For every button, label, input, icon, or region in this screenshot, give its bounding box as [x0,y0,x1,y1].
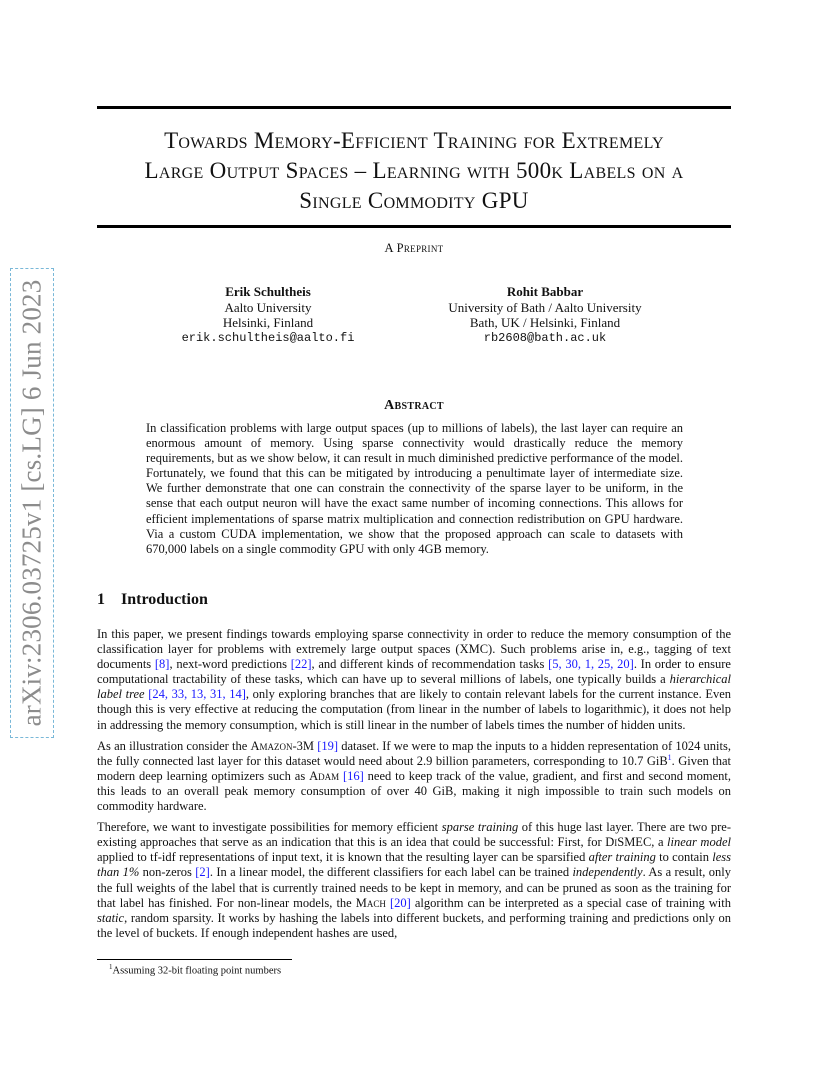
author-block-1 [168,284,368,346]
citation-link[interactable]: [19] [317,738,339,753]
author-block-2 [430,284,660,346]
author-email[interactable]: erik.schultheis@aalto.fi [181,330,355,345]
method-name: Mach [355,895,386,910]
citation-link[interactable]: [20] [389,895,411,910]
author-affiliation: Aalto University [224,299,312,315]
citation-link[interactable]: [5, 30, 1, 25, 20] [548,657,634,672]
footnote-ref[interactable]: 1 [667,752,672,762]
title-line-2: Large Output Spaces – Learning with 500k Labels on a [144,158,684,183]
emphasis: less than 1% [97,850,731,880]
method-name: DiSMEC [605,835,652,850]
paragraph-3: Therefore, we want to investigate possibilities for memory efficient sparse training of this huge last layer. There are two pre-existing approaches that serve as an indication that this is an idea that could be successful: First, for DiSMEC, a linear model applied to tf-idf representations of input text, it is known that the resulting layer can be sparsified after training to contain less than 1% non-zeros [2]. In a linear model, the different classifiers for each label can be trained independently. As a result, only the full weights of the label that is currently trained needs to be kept in memory, and can be pruned as soon as the training for that label has finished. For non-linear models, the Mach [20] algorithm can be interpreted as a special case of training with static, random sparsity. It works by hashing the labels into different buckets, and performing training and predictions only on the level of buckets. If enough independent hashes are used, [97,820,732,940]
arxiv-stamp[interactable] [10,268,54,738]
paper-title [97,126,731,216]
footnote-text: Assuming 32-bit floating point numbers [112,965,282,977]
citation-link[interactable]: [22] [290,657,312,672]
author-location: Bath, UK / Helsinki, Finland [469,315,621,330]
abstract-text: In classification problems with large output spaces (up to millions of labels), the last layer can require an enormous amount of memory. Using sparse connectivity would drastically reduce the memory requirements, but as we show below, it can result in much diminished predictive performance of the model. Fortunately, we found that this can be mitigated by introducing a penultimate layer of intermediate size. We further demonstrate that one can constrain the connectivity of the sparse layer to be uniform, in the sense that each output neuron will have the exact same number of incoming connections. This allows for efficient implementations of sparse matrix multiplication and connection redistribution on GPU hardware. Via a custom CUDA implementation, we show that the proposed approach can scale to datasets with 670,000 labels on a single commodity GPU with only 4GB memory. [146,421,683,556]
preprint-label: A Preprint [384,241,444,255]
paragraph-1: In this paper, we present findings towards employing sparse connectivity in order to reduce the memory consumption of the classification layer for problems with extremely large output spaces (XMC). Such problems arise in, e.g., tagging of text documents [8], next-word predictions [22], and different kinds of recommendation tasks [5, 30, 1, 25, 20]. In order to ensure computational tractability of these tasks, which can have up to several millions of labels, one typically builds a hierarchical label tree [24, 33, 13, 31, 14], only exploring branches that are likely to contain relevant labels for the current instance. Even though this is very effective at reducing the computation (from linear in the number of labels to logarithmic), it does not help in addressing the memory consumption, which is still linear in the number of labels times the number of hidden units. [97,627,732,732]
author-name: Erik Schultheis [225,284,311,299]
section-body [97,627,731,947]
citation-link[interactable]: [2] [195,865,210,880]
citation-link[interactable]: [24, 33, 13, 31, 14] [148,687,246,702]
emphasis: static [97,910,125,925]
paragraph-2: As an illustration consider the Amazon-3M [19] dataset. If we were to map the inputs to a hidden representation of 1024 units, the fully connected last layer for this dataset would need about 2.9 billion parameters, corresponding to 10.7 GiB$^1$. Given that modern deep learning optimizers such as Adam [16] need to keep track of the value, gradient, and first and second moment, this leads to an overall peak memory consumption of over 40 GiB, making it nigh impossible to train such models on commodity hardware. [97,738,732,814]
author-location: Helsinki, Finland [222,315,314,330]
title-line-1: Towards Memory-Efficient Training for Extremely [164,128,664,153]
emphasis: independently [572,865,643,880]
author-affiliation: University of Bath / Aalto University [448,299,642,315]
title-line-3: Single Commodity GPU [299,188,529,213]
section-number: 1 [97,591,105,608]
emphasis: linear model [667,835,731,850]
abstract-heading: Abstract [384,398,444,413]
emphasis: sparse training [441,820,519,835]
author-email[interactable]: rb2608@bath.ac.uk [483,330,607,345]
citation-link[interactable]: [16] [342,768,364,783]
footnote [109,963,281,977]
footnote-rule [97,959,292,960]
section-heading [97,591,208,609]
emphasis: after training [588,850,656,865]
dataset-name: Amazon-3M [250,738,315,753]
author-name: Rohit Babbar [506,284,584,299]
emphasis: hierarchical label tree [97,672,731,702]
title-rule-top [97,106,731,109]
title-rule-bottom [97,225,731,228]
citation-link[interactable]: [8] [154,657,170,672]
section-title: Introduction [121,591,208,608]
footnote-marker: 1 [109,963,113,971]
optimizer-name: Adam [309,768,340,783]
arxiv-stamp-text: arXiv:2306.03725v1 [cs.LG] 6 Jun 2023 [16,279,47,727]
